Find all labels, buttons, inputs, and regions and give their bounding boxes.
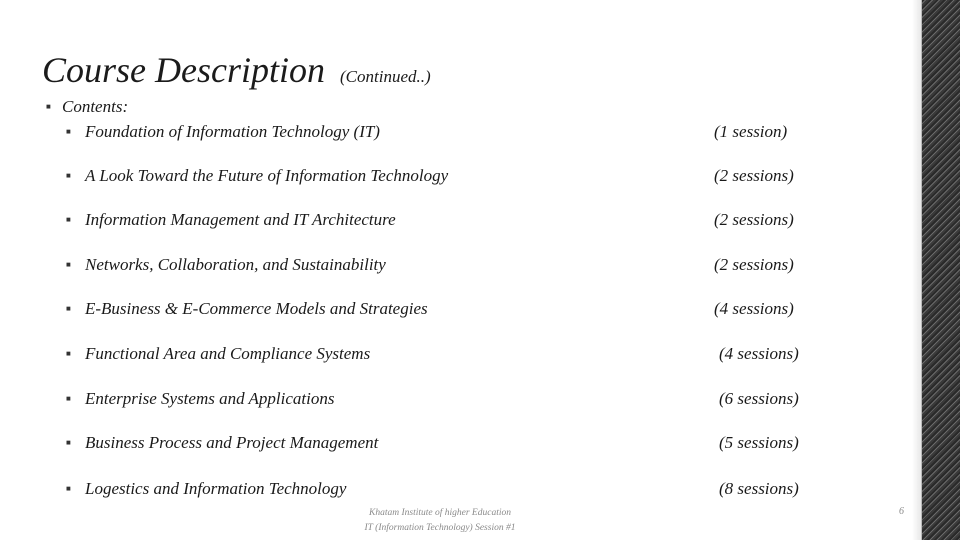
list-item-label: E-Business & E-Commerce Models and Strategies	[85, 299, 428, 318]
footer-line-institute: Khatam Institute of higher Education	[369, 508, 511, 518]
side-bar-shadow	[912, 0, 922, 540]
square-bullet-icon: ■	[66, 394, 71, 403]
square-bullet-icon: ■	[66, 304, 71, 313]
list-item-label: Logestics and Information Technology	[85, 479, 347, 498]
list-item-sessions: (8 sessions)	[719, 479, 799, 498]
list-item	[66, 166, 846, 186]
list-item	[66, 479, 846, 499]
list-item-label: Functional Area and Compliance Systems	[85, 344, 371, 363]
list-item-sessions: (4 sessions)	[714, 299, 794, 318]
square-bullet-icon: ■	[66, 484, 71, 493]
list-item-sessions: (5 sessions)	[719, 433, 799, 452]
list-item-label: Business Process and Project Management	[85, 433, 379, 452]
list-item	[66, 389, 846, 409]
contents-heading	[46, 97, 128, 117]
list-item-sessions: (4 sessions)	[719, 344, 799, 363]
slide-footer	[330, 506, 550, 536]
list-item-label: A Look Toward the Future of Information Technology	[85, 166, 449, 185]
list-item-sessions: (6 sessions)	[719, 389, 799, 408]
square-bullet-icon: ■	[66, 349, 71, 358]
square-bullet-icon: ■	[66, 260, 71, 269]
title-text: Course Description	[42, 50, 325, 90]
list-item	[66, 344, 846, 364]
square-bullet-icon: ■	[66, 127, 71, 136]
square-bullet-icon: ■	[46, 102, 51, 111]
list-item	[66, 433, 846, 453]
slide-title	[42, 48, 431, 99]
footer-line-course: IT (Information Technology) Session #1	[364, 523, 516, 533]
list-item-label: Enterprise Systems and Applications	[85, 389, 335, 408]
list-item-label: Foundation of Information Technology (IT)	[85, 122, 380, 141]
page-number: 6	[899, 506, 904, 517]
list-item	[66, 210, 846, 230]
list-item	[66, 299, 846, 319]
square-bullet-icon: ■	[66, 438, 71, 447]
list-item-label: Networks, Collaboration, and Sustainability	[85, 255, 386, 274]
square-bullet-icon: ■	[66, 215, 71, 224]
list-item-label: Information Management and IT Architecture	[85, 210, 396, 229]
title-subtitle: (Continued..)	[340, 67, 431, 86]
list-item	[66, 122, 846, 142]
list-item	[66, 255, 846, 275]
list-item-sessions: (2 sessions)	[714, 210, 794, 229]
list-item-sessions: (1 session)	[714, 122, 788, 141]
list-item-sessions: (2 sessions)	[714, 255, 794, 274]
decorative-side-bar	[921, 0, 960, 540]
contents-label: Contents:	[62, 97, 129, 116]
square-bullet-icon: ■	[66, 171, 71, 180]
list-item-sessions: (2 sessions)	[714, 166, 794, 185]
